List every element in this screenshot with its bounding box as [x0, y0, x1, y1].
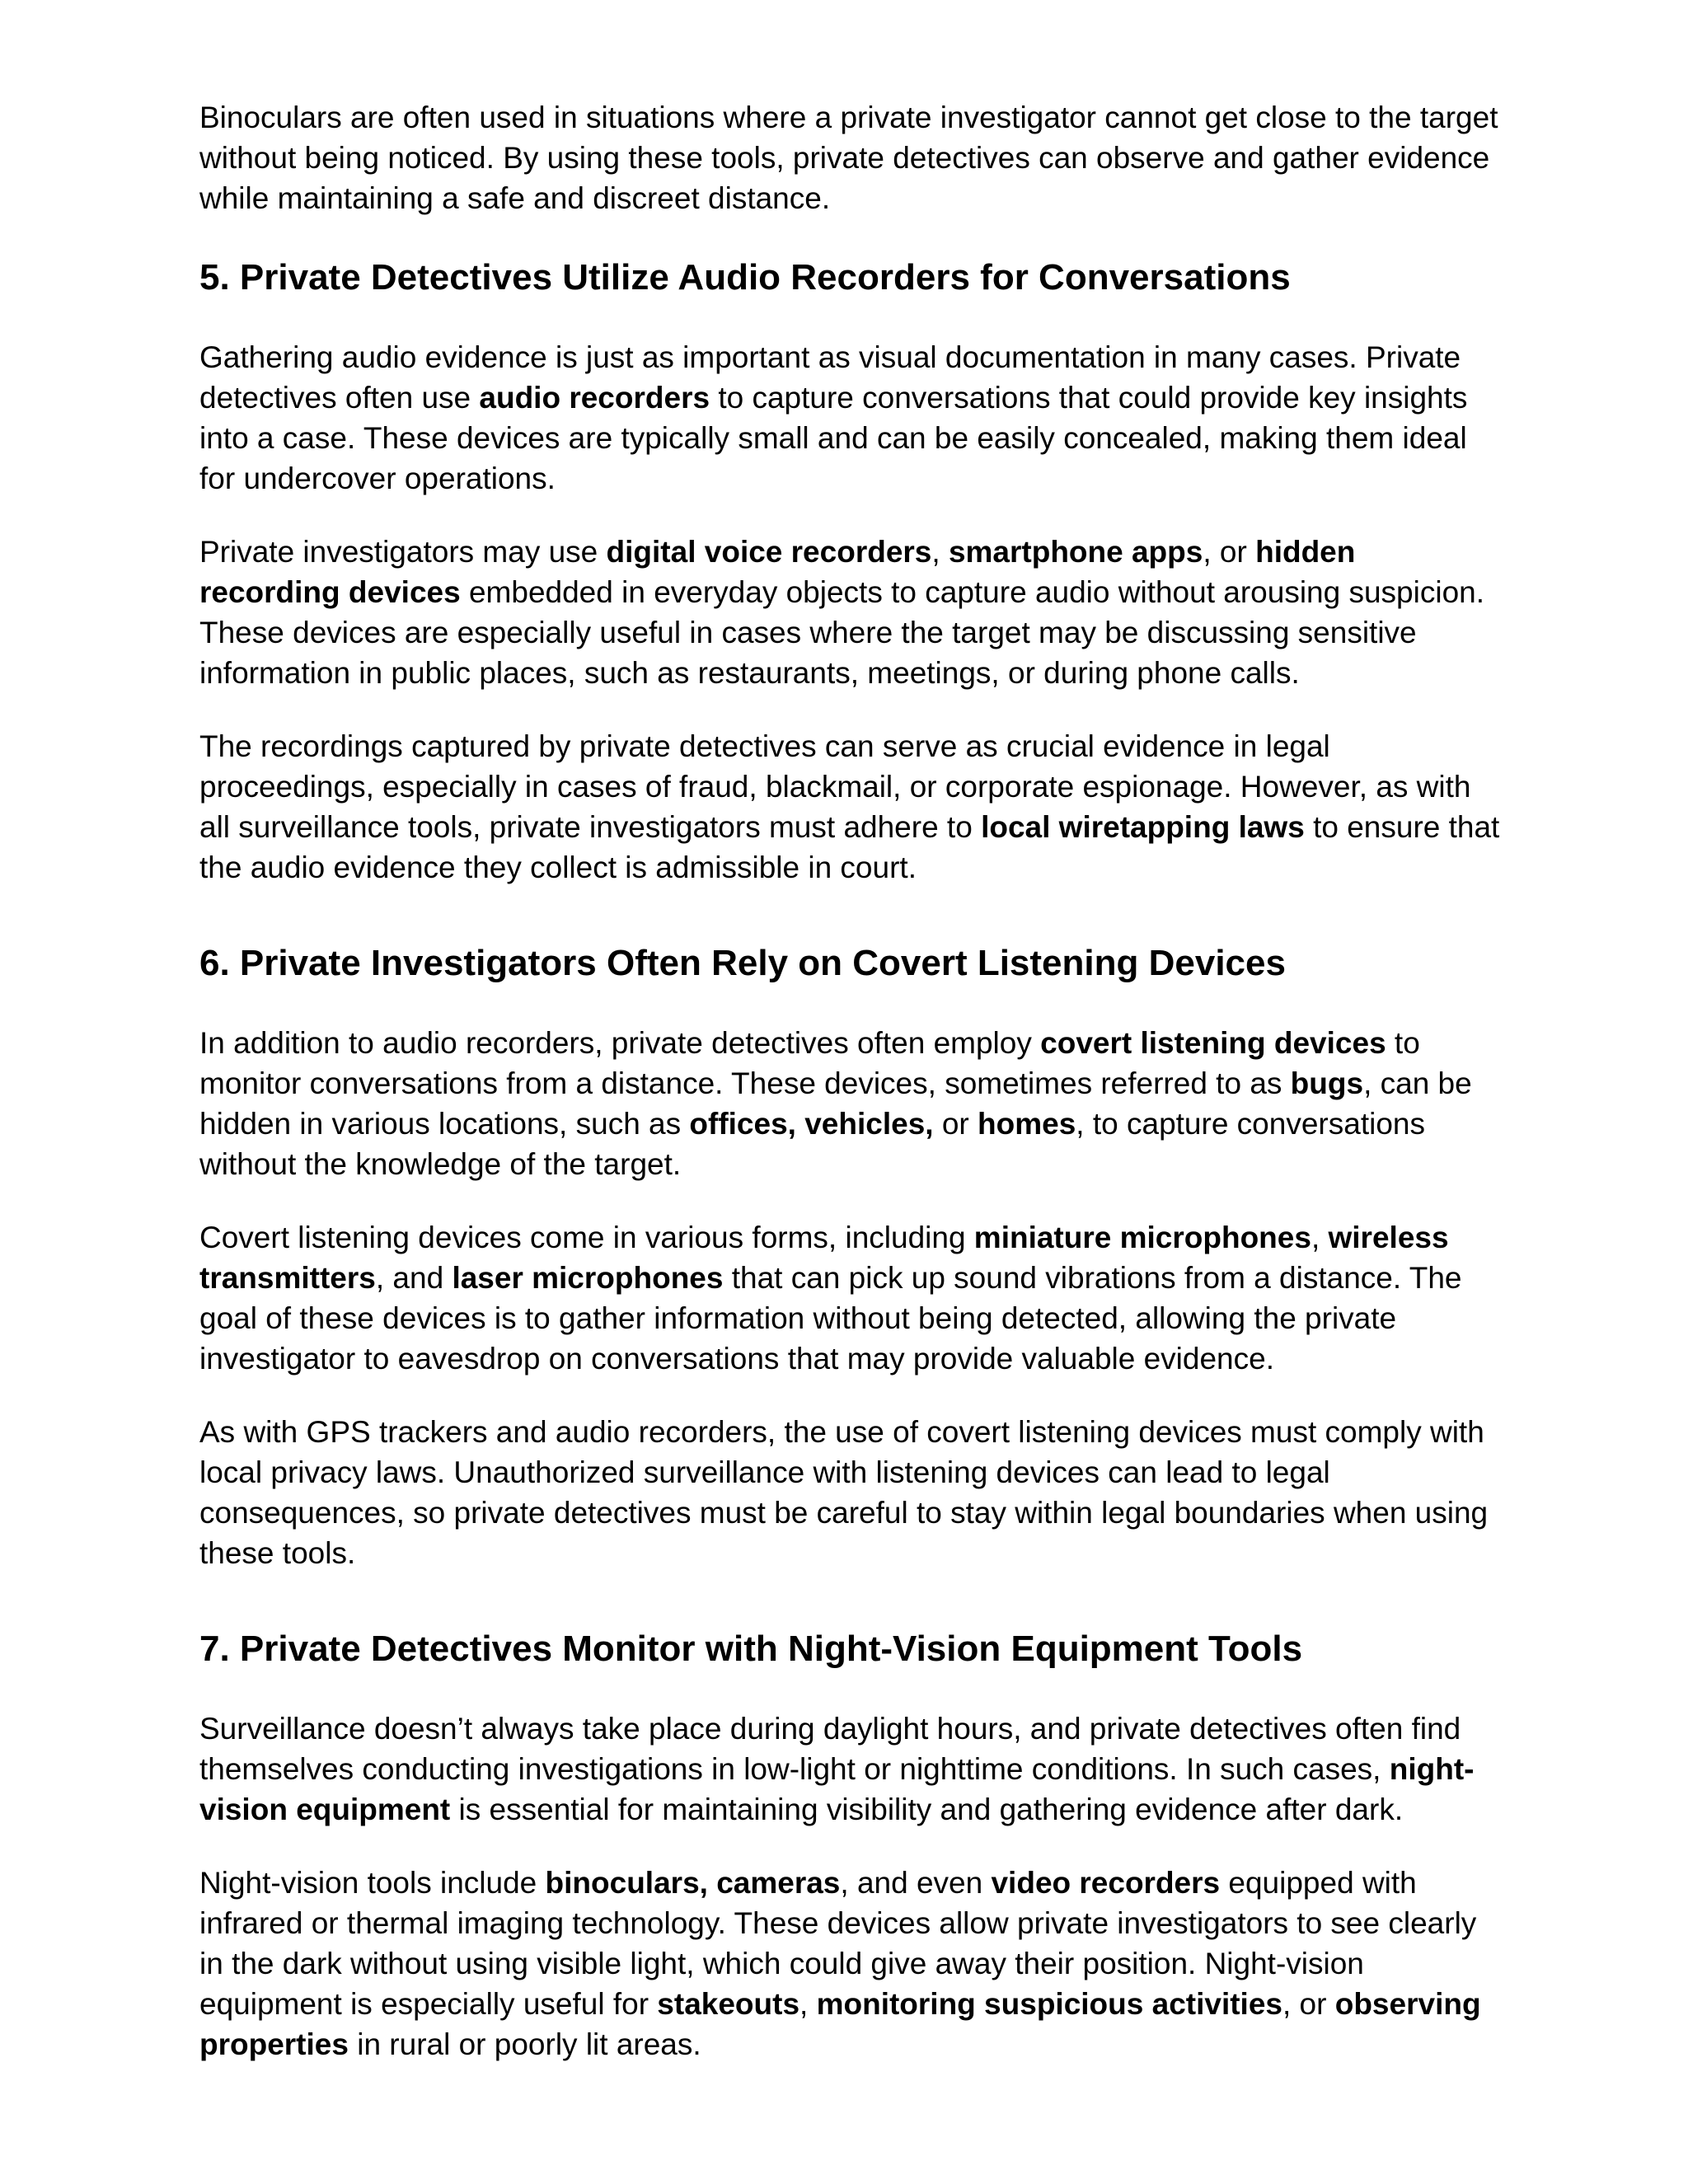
bold-term: offices, vehicles, [689, 1107, 934, 1141]
bold-term: monitoring suspicious activities [816, 1987, 1282, 2021]
text-run: , [931, 535, 949, 569]
bold-term: binoculars, cameras [545, 1866, 841, 1900]
bold-term: bugs [1290, 1066, 1364, 1100]
section-covert-listening [199, 940, 1502, 1573]
bold-term: stakeouts [657, 1987, 800, 2021]
section-heading: 7. Private Detectives Monitor with Night-Vision Equipment Tools [199, 1629, 1303, 1669]
text-run: to capture conversations that could provide key insights into a case. These devices are typically small and can be easily concealed, making them ideal for undercover operations. [199, 381, 1468, 495]
text-run: , and even [840, 1866, 992, 1900]
paragraph [199, 532, 1502, 693]
text-run: , to capture conversations without the knowledge of the target. [199, 1107, 1425, 1181]
paragraph [199, 1023, 1502, 1184]
paragraph [199, 1708, 1502, 1830]
text-run: , [799, 1987, 817, 2021]
section-audio-recorders [199, 255, 1502, 888]
section-heading: 6. Private Investigators Often Rely on Covert Listening Devices [199, 943, 1286, 983]
bold-term: video recorders [991, 1866, 1221, 1900]
text-run: or [933, 1107, 978, 1141]
document-page [199, 97, 1502, 2097]
text-run: embedded in everyday objects to capture audio without arousing suspicion. These devices are especially useful in cases where the target may be discussing sensitive information in public places, such as restaurants, meetings, or during phone calls. [199, 575, 1485, 690]
text-run: In addition to audio recorders, private detectives often employ [199, 1026, 1041, 1060]
text-run: The recordings captured by private detectives can serve as crucial evidence in legal proceedings, especially in cases of fraud, blackmail, or corporate espionage. However, as with all surveillance tools, private investigators must adhere to [199, 729, 1471, 844]
bold-term: audio recorders [479, 381, 710, 415]
bold-term: night-vision equipment [199, 1752, 1475, 1826]
text-run: Surveillance doesn’t always take place during daylight hours, and private detectives often find themselves conducting investigations in low-light or nighttime conditions. In such cases, [199, 1712, 1461, 1786]
text-run: Covert listening devices come in various forms, including [199, 1221, 974, 1254]
text-run: equipped with infrared or thermal imaging technology. These devices allow private investigators to see clearly in the dark without using visible light, which could give away their position. Night-vision equipment is especially useful for [199, 1866, 1477, 2021]
text-run: Gathering audio evidence is just as important as visual documentation in many cases. Private detectives often use [199, 340, 1461, 415]
text-run: to ensure that the audio evidence they collect is admissible in court. [199, 810, 1500, 884]
text-run: As with GPS trackers and audio recorders, the use of covert listening devices must comply with local privacy laws. Unauthorized surveillance with listening devices can lead to legal consequences, so private detectives must be careful to stay within legal boundaries when using these tools. [199, 1415, 1489, 1570]
bold-term: miniature microphones [973, 1221, 1311, 1254]
section-heading: 5. Private Detectives Utilize Audio Recorders for Conversations [199, 257, 1291, 298]
bold-term: smartphone apps [948, 535, 1203, 569]
paragraph [199, 1412, 1502, 1573]
bold-term: wireless transmitters [199, 1221, 1449, 1295]
text-run: , or [1282, 1987, 1335, 2021]
paragraph [199, 726, 1502, 888]
text-run: Night-vision tools include [199, 1866, 546, 1900]
paragraph [199, 1863, 1502, 2064]
bold-term: homes [978, 1107, 1076, 1141]
paragraph [199, 337, 1502, 499]
section-night-vision [199, 1626, 1502, 2064]
bold-term: local wiretapping laws [981, 810, 1305, 844]
bold-term: observing properties [199, 1987, 1481, 2061]
intro-paragraph: Binoculars are often used in situations where a private investigator cannot get close to the target without being noticed. By using these tools, private detectives can observe and gather evidence while maintaining a safe and discreet distance. [199, 101, 1498, 215]
paragraph [199, 1217, 1502, 1379]
text-run: in rural or poorly lit areas. [348, 2027, 701, 2061]
text-run: , or [1203, 535, 1256, 569]
text-run: , and [375, 1261, 452, 1295]
text-run: Private investigators may use [199, 535, 607, 569]
bold-term: laser microphones [452, 1261, 724, 1295]
text-run: , can be hidden in various locations, such as [199, 1066, 1472, 1141]
bold-term: hidden recording devices [199, 535, 1356, 609]
text-run: to monitor conversations from a distance. These devices, sometimes referred to as [199, 1026, 1420, 1100]
text-run: is essential for maintaining visibility and gathering evidence after dark. [450, 1793, 1404, 1826]
text-run: that can pick up sound vibrations from a distance. The goal of these devices is to gather information without being detected, allowing the private investigator to eavesdrop on conversations that may provide valuable evidence. [199, 1261, 1462, 1376]
text-run: , [1311, 1221, 1329, 1254]
bold-term: covert listening devices [1040, 1026, 1386, 1060]
bold-term: digital voice recorders [606, 535, 932, 569]
